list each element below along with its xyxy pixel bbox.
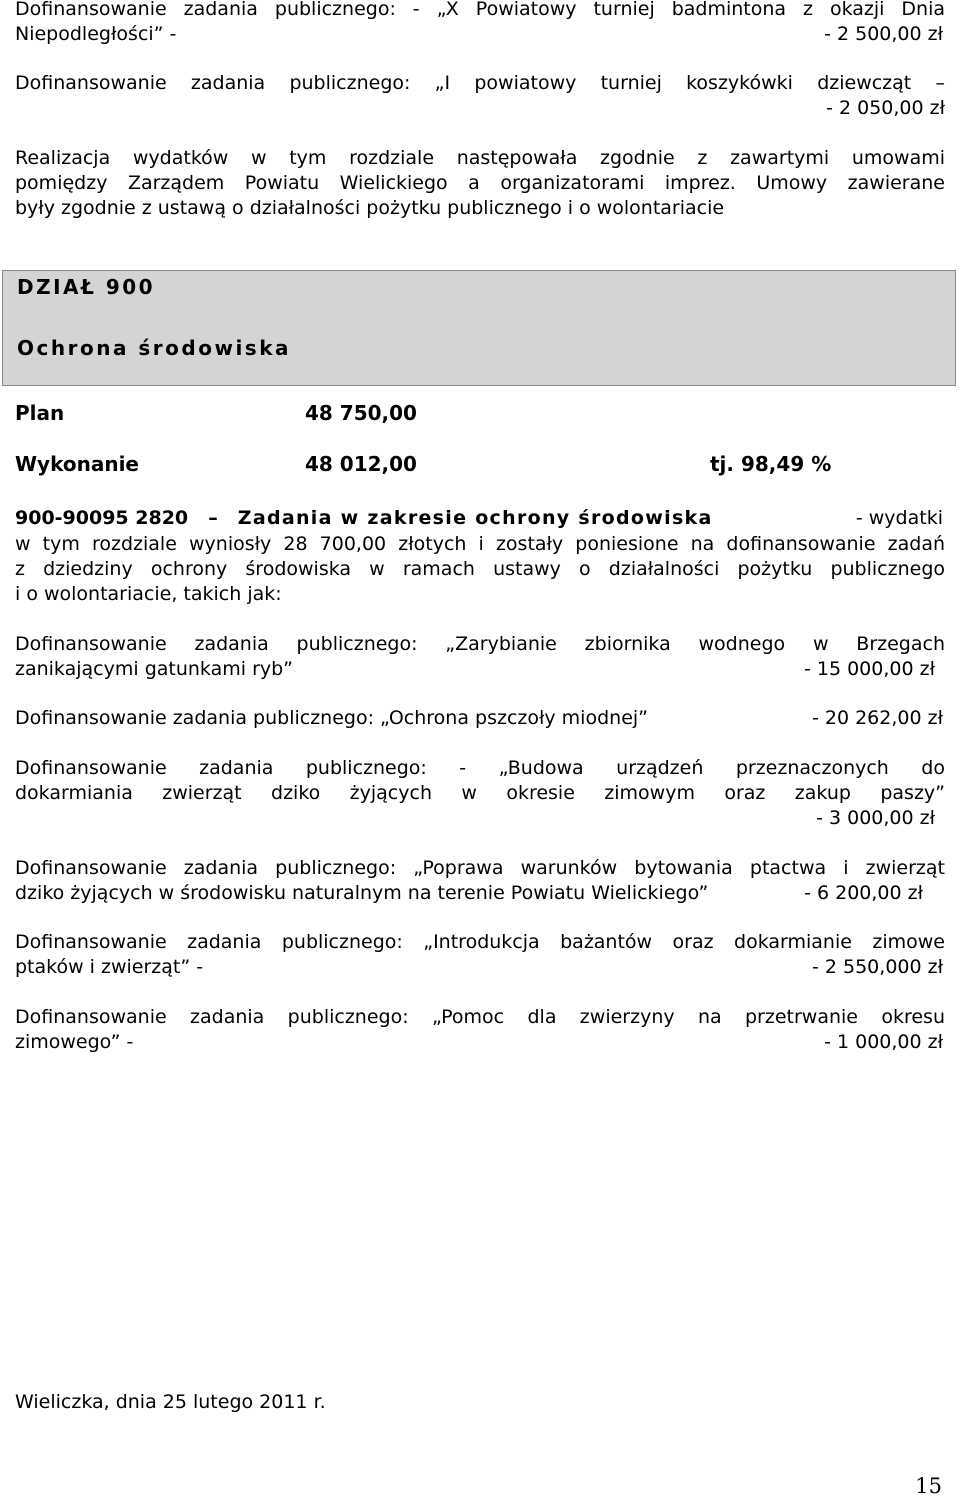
- page-number: 15: [915, 1474, 942, 1498]
- chapter-dash: –: [208, 507, 218, 529]
- item-bees-amount: - 20 262,00 zł: [811, 707, 943, 729]
- item-badminton-text: Niepodległości” -: [15, 23, 177, 45]
- item-feeders-line1: Dofinansowanie zadania publicznego: - „Budowa urządzeń przeznaczonych do: [15, 757, 945, 779]
- item-feeders-line2: dokarmiania zwierząt dziko żyjących w okresie zimowym oraz zakup paszy”: [15, 782, 945, 804]
- item-bees-text: Dofinansowanie zadania publicznego: „Ochrona pszczoły miodnej”: [15, 707, 649, 729]
- section-heading-number: DZIAŁ 900: [17, 275, 156, 299]
- realization-line1: Realizacja wydatków w tym rozdziale następowała zgodnie z zawartymi umowami: [15, 147, 945, 169]
- chapter-line1: [15, 506, 945, 531]
- realization-line3: były zgodnie z ustawą o działalności pożytku publicznego i o wolontariacie: [15, 197, 725, 219]
- item-winter-help-amount: - 1 000,00 zł: [824, 1031, 943, 1053]
- chapter-line1-rest: - wydatki: [855, 507, 943, 529]
- item-bees-line: [15, 706, 945, 731]
- item-birds-amount: - 6 200,00 zł: [804, 882, 923, 904]
- item-fish-amount: - 15 000,00 zł: [803, 658, 935, 680]
- footer-date: Wieliczka, dnia 25 lutego 2011 r.: [15, 1391, 326, 1413]
- realization-line2: pomiędzy Zarządem Powiatu Wielickiego a organizatorami imprez. Umowy zawierane: [15, 172, 945, 194]
- item-basketball-line1: Dofinansowanie zadania publicznego: „I powiatowy turniej koszykówki dziewcząt –: [15, 72, 945, 94]
- chapter-line2: w tym rozdziale wyniosły 28 700,00 złotych i zostały poniesione na dofinansowanie zadań: [15, 533, 945, 555]
- item-winter-help-line1: Dofinansowanie zadania publicznego: „Pomoc dla zwierzyny na przetrwanie okresu: [15, 1006, 945, 1028]
- item-badminton-line1: Dofinansowanie zadania publicznego: - „X Powiatowy turniej badmintona z okazji Dnia: [15, 0, 945, 20]
- item-badminton-amount: - 2 500,00 zł: [824, 23, 943, 45]
- item-birds-line1: Dofinansowanie zadania publicznego: „Poprawa warunków bytowania ptactwa i zwierząt: [15, 857, 945, 879]
- item-badminton-line2: [15, 22, 945, 47]
- section-header-box: [2, 270, 956, 386]
- item-fish-line2: [15, 657, 945, 682]
- chapter-title: Zadania w zakresie ochrony środowiska: [237, 507, 713, 529]
- item-basketball-amount: - 2 050,00 zł: [826, 97, 945, 119]
- execution-percent: tj. 98,49 %: [710, 452, 832, 476]
- item-pheasants-line1: Dofinansowanie zadania publicznego: „Introdukcja bażantów oraz dokarmianie zimowe: [15, 931, 945, 953]
- item-pheasants-line2: [15, 955, 945, 980]
- plan-value: 48 750,00: [305, 401, 417, 425]
- chapter-code: 900-90095 2820: [15, 507, 189, 529]
- chapter-line4: i o wolontariacie, takich jak:: [15, 583, 282, 605]
- item-winter-help-text: zimowego” -: [15, 1031, 134, 1053]
- execution-value: 48 012,00: [305, 452, 417, 476]
- section-heading-title: Ochrona środowiska: [17, 336, 291, 360]
- item-fish-text: zanikającymi gatunkami ryb”: [15, 658, 294, 680]
- item-pheasants-amount: - 2 550,000 zł: [811, 956, 943, 978]
- item-birds-text: dziko żyjących w środowisku naturalnym na terenie Powiatu Wielickiego”: [15, 882, 709, 904]
- plan-label: Plan: [15, 401, 65, 425]
- item-winter-help-line2: [15, 1030, 945, 1055]
- chapter-line3: z dziedziny ochrony środowiska w ramach ustawy o działalności pożytku publicznego: [15, 558, 945, 580]
- item-birds-line2: [15, 881, 945, 906]
- item-fish-line1: Dofinansowanie zadania publicznego: „Zarybianie zbiornika wodnego w Brzegach: [15, 633, 945, 655]
- execution-label: Wykonanie: [15, 452, 139, 476]
- item-feeders-amount: - 3 000,00 zł: [816, 807, 935, 829]
- item-pheasants-text: ptaków i zwierząt” -: [15, 956, 204, 978]
